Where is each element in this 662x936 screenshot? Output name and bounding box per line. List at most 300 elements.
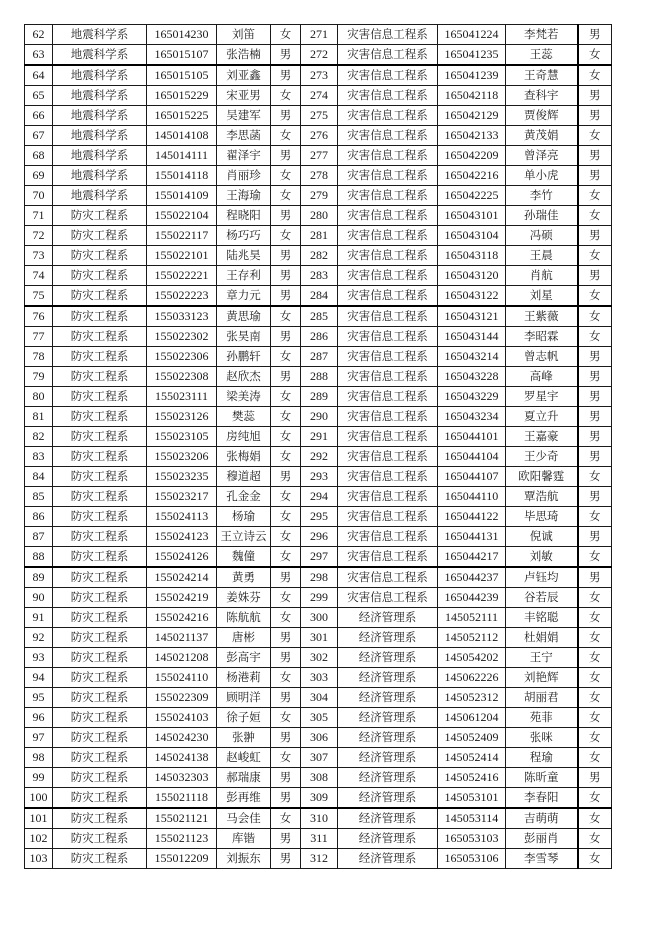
name-cell: 程晓阳: [217, 206, 271, 226]
seq-cell: 80: [25, 387, 53, 407]
table-row: [25, 688, 612, 708]
gender-cell: 女: [578, 206, 612, 226]
department-cell: 灾害信息工程系: [338, 367, 438, 387]
department-cell: 地震科学系: [53, 166, 147, 186]
department-cell: 灾害信息工程系: [338, 65, 438, 86]
gender-cell: 女: [271, 387, 301, 407]
name-cell: 王奇慧: [506, 65, 578, 86]
seq-cell: 93: [25, 648, 53, 668]
seq-cell: 285: [301, 306, 338, 327]
gender-cell: 女: [271, 808, 301, 829]
department-cell: 防灾工程系: [53, 467, 147, 487]
gender-cell: 男: [271, 327, 301, 347]
table-row: [25, 286, 612, 307]
student-id-cell: 165044131: [438, 527, 506, 547]
table-row: [25, 748, 612, 768]
student-id-cell: 165044107: [438, 467, 506, 487]
student-id-cell: 145052414: [438, 748, 506, 768]
seq-cell: 299: [301, 588, 338, 608]
department-cell: 防灾工程系: [53, 367, 147, 387]
department-cell: 经济管理系: [338, 748, 438, 768]
department-cell: 地震科学系: [53, 45, 147, 66]
name-cell: 王蕊: [506, 45, 578, 66]
student-id-cell: 155024219: [147, 588, 217, 608]
department-cell: 灾害信息工程系: [338, 126, 438, 146]
seq-cell: 303: [301, 668, 338, 688]
gender-cell: 女: [578, 849, 612, 869]
student-id-cell: 165053106: [438, 849, 506, 869]
student-id-cell: 165042133: [438, 126, 506, 146]
table-row: [25, 427, 612, 447]
student-id-cell: 155022117: [147, 226, 217, 246]
name-cell: 张翀: [217, 728, 271, 748]
name-cell: 吉萌萌: [506, 808, 578, 829]
department-cell: 地震科学系: [53, 25, 147, 45]
student-id-cell: 155023235: [147, 467, 217, 487]
name-cell: 曾泽亮: [506, 146, 578, 166]
gender-cell: 女: [271, 487, 301, 507]
seq-cell: 102: [25, 829, 53, 849]
seq-cell: 272: [301, 45, 338, 66]
student-id-cell: 145062226: [438, 668, 506, 688]
table-row: [25, 648, 612, 668]
seq-cell: 288: [301, 367, 338, 387]
seq-cell: 87: [25, 527, 53, 547]
department-cell: 灾害信息工程系: [338, 567, 438, 588]
department-cell: 防灾工程系: [53, 748, 147, 768]
gender-cell: 男: [271, 849, 301, 869]
department-cell: 经济管理系: [338, 628, 438, 648]
student-id-cell: 165044237: [438, 567, 506, 588]
student-id-cell: 165053103: [438, 829, 506, 849]
department-cell: 防灾工程系: [53, 226, 147, 246]
table-row: [25, 186, 612, 206]
seq-cell: 103: [25, 849, 53, 869]
gender-cell: 男: [271, 788, 301, 809]
seq-cell: 78: [25, 347, 53, 367]
table-row: [25, 387, 612, 407]
student-id-cell: 155023126: [147, 407, 217, 427]
gender-cell: 女: [578, 608, 612, 628]
student-id-cell: 145014108: [147, 126, 217, 146]
seq-cell: 89: [25, 567, 53, 588]
department-cell: 地震科学系: [53, 146, 147, 166]
department-cell: 防灾工程系: [53, 808, 147, 829]
department-cell: 防灾工程系: [53, 266, 147, 286]
gender-cell: 男: [578, 367, 612, 387]
seq-cell: 100: [25, 788, 53, 809]
name-cell: 彭高宇: [217, 648, 271, 668]
name-cell: 杨巧巧: [217, 226, 271, 246]
table-row: [25, 246, 612, 266]
seq-cell: 310: [301, 808, 338, 829]
student-id-cell: 165041224: [438, 25, 506, 45]
seq-cell: 88: [25, 547, 53, 568]
name-cell: 苑菲: [506, 708, 578, 728]
seq-cell: 86: [25, 507, 53, 527]
student-id-cell: 165042118: [438, 86, 506, 106]
seq-cell: 85: [25, 487, 53, 507]
name-cell: 孙瑞佳: [506, 206, 578, 226]
name-cell: 黄茂娟: [506, 126, 578, 146]
name-cell: 罗星宇: [506, 387, 578, 407]
table-row: [25, 788, 612, 809]
seq-cell: 68: [25, 146, 53, 166]
name-cell: 李梵若: [506, 25, 578, 45]
gender-cell: 女: [271, 86, 301, 106]
name-cell: 夏立升: [506, 407, 578, 427]
gender-cell: 女: [578, 668, 612, 688]
department-cell: 防灾工程系: [53, 206, 147, 226]
name-cell: 高峰: [506, 367, 578, 387]
student-id-cell: 155023105: [147, 427, 217, 447]
department-cell: 防灾工程系: [53, 788, 147, 809]
table-row: [25, 708, 612, 728]
department-cell: 灾害信息工程系: [338, 45, 438, 66]
gender-cell: 男: [271, 146, 301, 166]
seq-cell: 302: [301, 648, 338, 668]
table-row: [25, 327, 612, 347]
name-cell: 曾志帆: [506, 347, 578, 367]
seq-cell: 312: [301, 849, 338, 869]
department-cell: 经济管理系: [338, 829, 438, 849]
student-id-cell: 145024138: [147, 748, 217, 768]
department-cell: 防灾工程系: [53, 547, 147, 568]
department-cell: 灾害信息工程系: [338, 427, 438, 447]
student-id-cell: 165044239: [438, 588, 506, 608]
student-id-cell: 165042209: [438, 146, 506, 166]
gender-cell: 女: [271, 347, 301, 367]
department-cell: 灾害信息工程系: [338, 146, 438, 166]
student-id-cell: 155022309: [147, 688, 217, 708]
name-cell: 冯硕: [506, 226, 578, 246]
name-cell: 库锴: [217, 829, 271, 849]
seq-cell: 62: [25, 25, 53, 45]
gender-cell: 女: [271, 708, 301, 728]
department-cell: 防灾工程系: [53, 567, 147, 588]
name-cell: 穆道超: [217, 467, 271, 487]
student-id-cell: 145052409: [438, 728, 506, 748]
student-id-cell: 145061204: [438, 708, 506, 728]
department-cell: 地震科学系: [53, 86, 147, 106]
table-row: [25, 86, 612, 106]
gender-cell: 男: [271, 286, 301, 307]
student-id-cell: 155012209: [147, 849, 217, 869]
gender-cell: 男: [271, 628, 301, 648]
name-cell: 卢钰均: [506, 567, 578, 588]
student-id-cell: 165044110: [438, 487, 506, 507]
seq-cell: 305: [301, 708, 338, 728]
student-id-cell: 145053101: [438, 788, 506, 809]
name-cell: 吴建军: [217, 106, 271, 126]
department-cell: 经济管理系: [338, 608, 438, 628]
seq-cell: 304: [301, 688, 338, 708]
name-cell: 杜娟娟: [506, 628, 578, 648]
name-cell: 张梅娟: [217, 447, 271, 467]
table-row: [25, 567, 612, 588]
gender-cell: 男: [578, 226, 612, 246]
department-cell: 防灾工程系: [53, 327, 147, 347]
student-id-cell: 145021137: [147, 628, 217, 648]
table-row: [25, 447, 612, 467]
gender-cell: 男: [271, 266, 301, 286]
department-cell: 灾害信息工程系: [338, 347, 438, 367]
name-cell: 王紫薇: [506, 306, 578, 327]
seq-cell: 300: [301, 608, 338, 628]
seq-cell: 97: [25, 728, 53, 748]
seq-cell: 279: [301, 186, 338, 206]
student-id-cell: 165043229: [438, 387, 506, 407]
department-cell: 防灾工程系: [53, 306, 147, 327]
gender-cell: 男: [271, 728, 301, 748]
department-cell: 灾害信息工程系: [338, 407, 438, 427]
student-id-cell: 155022223: [147, 286, 217, 307]
department-cell: 灾害信息工程系: [338, 507, 438, 527]
seq-cell: 297: [301, 547, 338, 568]
name-cell: 张浩楠: [217, 45, 271, 66]
seq-cell: 294: [301, 487, 338, 507]
name-cell: 倪诚: [506, 527, 578, 547]
seq-cell: 69: [25, 166, 53, 186]
name-cell: 丰铭聪: [506, 608, 578, 628]
gender-cell: 女: [271, 507, 301, 527]
gender-cell: 男: [271, 648, 301, 668]
seq-cell: 274: [301, 86, 338, 106]
name-cell: 肖航: [506, 266, 578, 286]
student-id-cell: 155022104: [147, 206, 217, 226]
seq-cell: 84: [25, 467, 53, 487]
name-cell: 杨瑜: [217, 507, 271, 527]
department-cell: 防灾工程系: [53, 286, 147, 307]
student-id-cell: 145052312: [438, 688, 506, 708]
department-cell: 防灾工程系: [53, 447, 147, 467]
gender-cell: 女: [578, 588, 612, 608]
seq-cell: 289: [301, 387, 338, 407]
gender-cell: 女: [271, 748, 301, 768]
department-cell: 防灾工程系: [53, 347, 147, 367]
gender-cell: 男: [271, 467, 301, 487]
table-row: [25, 166, 612, 186]
name-cell: 陆兆昊: [217, 246, 271, 266]
name-cell: 王晨: [506, 246, 578, 266]
seq-cell: 286: [301, 327, 338, 347]
name-cell: 程瑜: [506, 748, 578, 768]
student-id-cell: 155022221: [147, 266, 217, 286]
name-cell: 李思菡: [217, 126, 271, 146]
department-cell: 防灾工程系: [53, 648, 147, 668]
department-cell: 灾害信息工程系: [338, 467, 438, 487]
name-cell: 孙鹏轩: [217, 347, 271, 367]
gender-cell: 女: [578, 186, 612, 206]
name-cell: 王少奇: [506, 447, 578, 467]
student-id-cell: 145032303: [147, 768, 217, 788]
department-cell: 灾害信息工程系: [338, 547, 438, 568]
student-id-cell: 165044104: [438, 447, 506, 467]
student-id-cell: 155024103: [147, 708, 217, 728]
department-cell: 防灾工程系: [53, 688, 147, 708]
name-cell: 梁美涛: [217, 387, 271, 407]
student-id-cell: 165043228: [438, 367, 506, 387]
seq-cell: 81: [25, 407, 53, 427]
table-row: [25, 487, 612, 507]
seq-cell: 283: [301, 266, 338, 286]
student-roster-sheet: [24, 24, 612, 869]
student-id-cell: 165041235: [438, 45, 506, 66]
student-id-cell: 155022302: [147, 327, 217, 347]
name-cell: 单小虎: [506, 166, 578, 186]
seq-cell: 293: [301, 467, 338, 487]
seq-cell: 63: [25, 45, 53, 66]
department-cell: 灾害信息工程系: [338, 487, 438, 507]
gender-cell: 男: [271, 246, 301, 266]
department-cell: 经济管理系: [338, 708, 438, 728]
student-id-cell: 165044122: [438, 507, 506, 527]
name-cell: 房纯旭: [217, 427, 271, 447]
department-cell: 防灾工程系: [53, 427, 147, 447]
name-cell: 肖丽珍: [217, 166, 271, 186]
student-id-cell: 145021208: [147, 648, 217, 668]
department-cell: 防灾工程系: [53, 527, 147, 547]
seq-cell: 296: [301, 527, 338, 547]
table-row: [25, 849, 612, 869]
department-cell: 防灾工程系: [53, 246, 147, 266]
name-cell: 王嘉豪: [506, 427, 578, 447]
name-cell: 章力元: [217, 286, 271, 307]
name-cell: 宋亚男: [217, 86, 271, 106]
seq-cell: 306: [301, 728, 338, 748]
table-row: [25, 768, 612, 788]
department-cell: 灾害信息工程系: [338, 106, 438, 126]
name-cell: 唐彬: [217, 628, 271, 648]
name-cell: 刘亚鑫: [217, 65, 271, 86]
seq-cell: 96: [25, 708, 53, 728]
department-cell: 防灾工程系: [53, 628, 147, 648]
gender-cell: 女: [578, 126, 612, 146]
student-id-cell: 165015107: [147, 45, 217, 66]
gender-cell: 女: [578, 547, 612, 568]
gender-cell: 男: [578, 527, 612, 547]
name-cell: 胡丽君: [506, 688, 578, 708]
department-cell: 防灾工程系: [53, 507, 147, 527]
seq-cell: 101: [25, 808, 53, 829]
name-cell: 张咪: [506, 728, 578, 748]
student-id-cell: 155024214: [147, 567, 217, 588]
department-cell: 灾害信息工程系: [338, 166, 438, 186]
table-row: [25, 668, 612, 688]
seq-cell: 309: [301, 788, 338, 809]
student-id-cell: 155021121: [147, 808, 217, 829]
seq-cell: 79: [25, 367, 53, 387]
student-id-cell: 155021118: [147, 788, 217, 809]
seq-cell: 298: [301, 567, 338, 588]
department-cell: 灾害信息工程系: [338, 86, 438, 106]
department-cell: 经济管理系: [338, 668, 438, 688]
student-id-cell: 145052111: [438, 608, 506, 628]
student-id-cell: 165043101: [438, 206, 506, 226]
gender-cell: 男: [271, 206, 301, 226]
gender-cell: 男: [271, 367, 301, 387]
gender-cell: 女: [578, 327, 612, 347]
seq-cell: 76: [25, 306, 53, 327]
name-cell: 王宁: [506, 648, 578, 668]
department-cell: 防灾工程系: [53, 708, 147, 728]
gender-cell: 男: [578, 567, 612, 588]
student-id-cell: 155021123: [147, 829, 217, 849]
student-id-cell: 145052416: [438, 768, 506, 788]
gender-cell: 女: [578, 628, 612, 648]
department-cell: 经济管理系: [338, 768, 438, 788]
seq-cell: 65: [25, 86, 53, 106]
table-row: [25, 367, 612, 387]
department-cell: 经济管理系: [338, 808, 438, 829]
department-cell: 防灾工程系: [53, 768, 147, 788]
student-id-cell: 165043121: [438, 306, 506, 327]
gender-cell: 男: [578, 427, 612, 447]
gender-cell: 男: [578, 407, 612, 427]
gender-cell: 男: [578, 447, 612, 467]
gender-cell: 男: [271, 106, 301, 126]
table-body: [25, 25, 612, 869]
student-id-cell: 165015105: [147, 65, 217, 86]
name-cell: 黄勇: [217, 567, 271, 588]
student-id-cell: 155023217: [147, 487, 217, 507]
name-cell: 杨港莉: [217, 668, 271, 688]
gender-cell: 男: [578, 86, 612, 106]
department-cell: 灾害信息工程系: [338, 266, 438, 286]
department-cell: 防灾工程系: [53, 829, 147, 849]
seq-cell: 74: [25, 266, 53, 286]
student-id-cell: 155024110: [147, 668, 217, 688]
gender-cell: 女: [578, 648, 612, 668]
seq-cell: 90: [25, 588, 53, 608]
gender-cell: 女: [271, 668, 301, 688]
department-cell: 灾害信息工程系: [338, 327, 438, 347]
gender-cell: 女: [271, 427, 301, 447]
student-id-cell: 165043144: [438, 327, 506, 347]
department-cell: 灾害信息工程系: [338, 206, 438, 226]
table-row: [25, 588, 612, 608]
seq-cell: 99: [25, 768, 53, 788]
name-cell: 刘星: [506, 286, 578, 307]
gender-cell: 男: [578, 146, 612, 166]
student-id-cell: 145053114: [438, 808, 506, 829]
seq-cell: 66: [25, 106, 53, 126]
name-cell: 黄思瑜: [217, 306, 271, 327]
seq-cell: 83: [25, 447, 53, 467]
name-cell: 顾明洋: [217, 688, 271, 708]
seq-cell: 276: [301, 126, 338, 146]
seq-cell: 273: [301, 65, 338, 86]
name-cell: 张昊南: [217, 327, 271, 347]
table-row: [25, 808, 612, 829]
seq-cell: 77: [25, 327, 53, 347]
seq-cell: 308: [301, 768, 338, 788]
gender-cell: 男: [578, 166, 612, 186]
seq-cell: 301: [301, 628, 338, 648]
seq-cell: 295: [301, 507, 338, 527]
table-row: [25, 206, 612, 226]
department-cell: 灾害信息工程系: [338, 186, 438, 206]
student-id-cell: 165043214: [438, 347, 506, 367]
department-cell: 防灾工程系: [53, 588, 147, 608]
seq-cell: 95: [25, 688, 53, 708]
department-cell: 地震科学系: [53, 126, 147, 146]
seq-cell: 67: [25, 126, 53, 146]
table-row: [25, 266, 612, 286]
student-id-cell: 165042216: [438, 166, 506, 186]
name-cell: 欧阳馨霆: [506, 467, 578, 487]
name-cell: 赵欣杰: [217, 367, 271, 387]
